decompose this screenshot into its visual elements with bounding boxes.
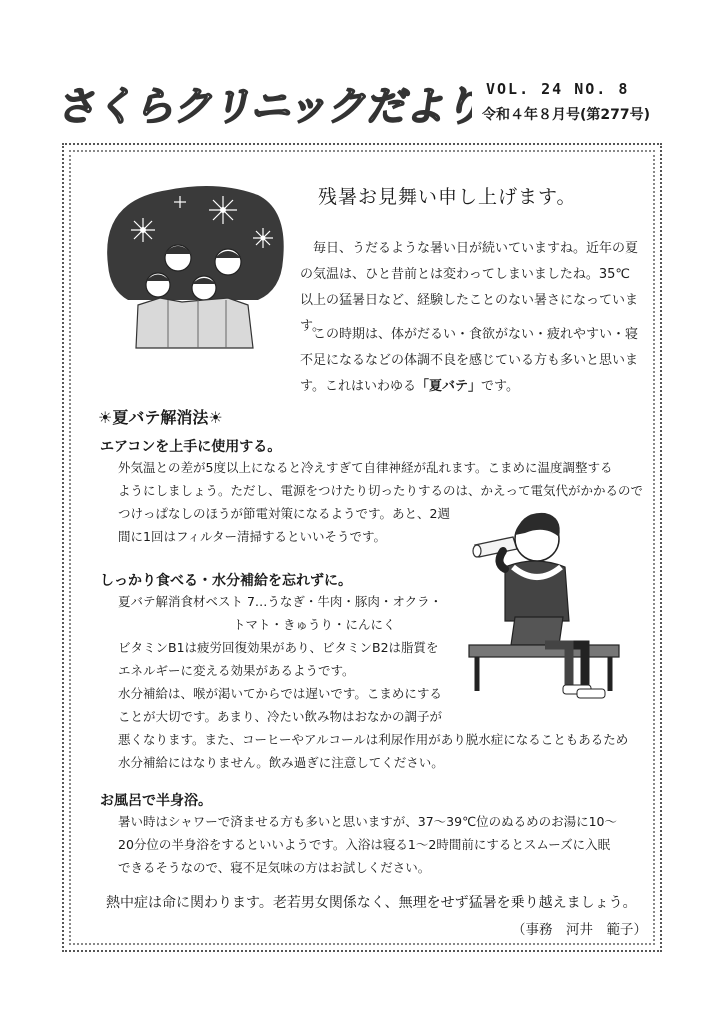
- intro-paragraph-2-end: です。: [480, 379, 519, 394]
- tip-3-line: 暑い時はシャワーで済ませる方も多いと思いますが、37～39℃位のぬるめのお湯に10～: [118, 814, 618, 829]
- intro-paragraph-2: [300, 322, 640, 400]
- tip-2-line: 悪くなります。また、コーヒーやアルコールは利尿作用があり脱水症になることもあるため: [118, 732, 629, 747]
- tip-1-line: 間に1回はフィルター清掃するといいそうです。: [118, 529, 386, 544]
- volume-number: VOL. 24 NO. 8: [486, 80, 630, 98]
- issue-date: 令和４年８月号(第277号): [482, 107, 651, 123]
- section-title: ☀夏バテ解消法☀: [98, 408, 223, 427]
- tip-2-line: エネルギーに変える効果があるようです。: [118, 663, 355, 678]
- tip-2-line: ことが大切です。あまり、冷たい飲み物はおなかの調子が: [118, 709, 443, 724]
- closing-message: 熱中症は命に関わります。老若男女関係なく、無理をせず猛暑を乗り越えましょう。: [106, 895, 637, 911]
- tip-1-line: ようにしましょう。ただし、電源をつけたり切ったりするのは、かえって電気代がかかるので: [118, 483, 644, 498]
- tip-2-line: 水分補給は、喉が渇いてからでは遅いです。こまめにする: [118, 686, 442, 701]
- intro-paragraph-1: 毎日、うだるような暑い日が続いていますね。近年の夏の気温は、ひと昔前とは変わってしまいましたね。35℃以上の猛暑日など、経験したことのない暑さになっています。: [300, 241, 639, 334]
- tip-2-line: ビタミンB1は疲労回復効果があり、ビタミンB2は脂質を: [118, 640, 439, 655]
- tip-3-line: 20分位の半身浴をするといいようです。入浴は寝る1～2時間前にするとスムーズに入眠: [118, 837, 611, 852]
- tip-3-body: [118, 810, 617, 879]
- tip-1-line: つけっぱなしのほうが節電対策になるようです。あと、2週: [118, 506, 450, 521]
- family-fireworks-illustration: [98, 180, 288, 350]
- tip-1-line: 外気温との差が5度以上になると冷えすぎて自律神経が乱れます。こまめに温度調整する: [118, 460, 613, 475]
- headline: 残暑お見舞い申し上げます。: [318, 186, 577, 208]
- author-signature: （事務 河井 範子）: [512, 922, 647, 938]
- tip-3-line: できるそうなので、寝不足気味の方はお試しください。: [118, 860, 431, 875]
- tip-2-title: しっかり食べる・水分補給を忘れずに。: [100, 573, 352, 589]
- boy-drinking-water-illustration: [465, 505, 625, 705]
- newsletter-title: [62, 66, 472, 136]
- tip-1-title: エアコンを上手に使用する。: [100, 439, 282, 455]
- tip-2-line: トマト・きゅうり・にんにく: [233, 617, 396, 632]
- tip-2-line: 水分補給にはなりません。飲み過ぎに注意してください。: [118, 755, 444, 770]
- newsletter-title-text: さくらクリニックだより: [62, 83, 472, 130]
- tip-2-line: 夏バテ解消食材ベスト 7…うなぎ・牛肉・豚肉・オクラ・: [118, 594, 443, 609]
- natsubate-emphasis: 「夏バテ」: [415, 379, 481, 394]
- tip-3-title: お風呂で半身浴。: [100, 793, 212, 809]
- intro-paragraph-2-text: この時期は、体がだるい・食欲がない・疲れやすい・寝不足になるなどの体調不良を感じている方も多いと思います。これはいわゆる: [300, 327, 639, 394]
